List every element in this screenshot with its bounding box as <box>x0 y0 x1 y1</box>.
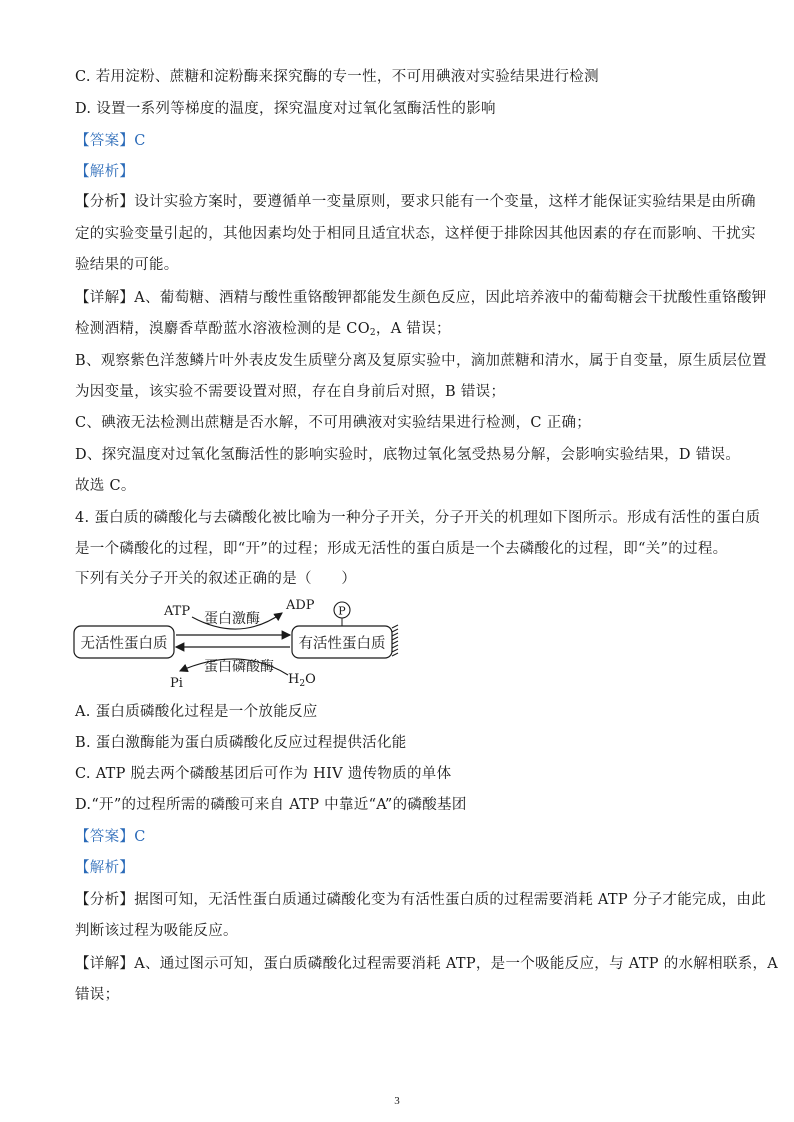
paragraph-line: 定的实验变量引起的，其他因素均处于相同且适宜状态，这样便于排除因其他因素的存在而影响、干扰实 <box>75 226 756 242</box>
page-number: 3 <box>394 1095 400 1107</box>
paragraph-line: 验结果的可能。 <box>75 257 179 273</box>
paragraph-line: 【分析】设计实验方案时，要遵循单一变量原则，要求只能有一个变量，这样才能保证实验结果是由所确 <box>75 194 756 210</box>
option-d: D. 设置一系列等梯度的温度，探究温度对过氧化氢酶活性的影响 <box>75 101 496 117</box>
phosphatase-label: 蛋白磷酸酶 <box>204 659 274 675</box>
hatch-marks <box>392 625 398 656</box>
molecular-switch-diagram <box>70 595 410 690</box>
paragraph-line: 【详解】A、通过图示可知，蛋白质磷酸化过程需要消耗 ATP，是一个吸能反应，与 ATP 的水解相联系，A <box>75 956 779 972</box>
inactive-protein-label: 无活性蛋白质 <box>80 636 168 652</box>
paragraph-line: 判断该过程为吸能反应。 <box>75 923 238 939</box>
paragraph-line: 检测酒精，溴麝香草酚蓝水溶液检测的是 $CO_2$，A 错误； <box>75 321 451 338</box>
paragraph-line: B、观察紫色洋葱鳞片叶外表皮发生质壁分离及复原实验中，滴加蔗糖和清水，属于自变量，原生质层位置 <box>75 353 767 369</box>
h2o-label: $H_2O$ <box>288 672 316 689</box>
active-protein-label: 有活性蛋白质 <box>298 636 386 652</box>
pi-label: Pi <box>170 676 183 690</box>
paragraph-line: 下列有关分子开关的叙述正确的是（ ） <box>75 571 357 587</box>
option-d: D.“开”的过程所需的磷酸可来自 ATP 中靠近“A”的磷酸基团 <box>75 797 467 813</box>
paragraph-line: 错误； <box>75 987 120 1003</box>
paragraph-line: 为因变量，该实验不需要设置对照，存在自身前后对照，B 错误； <box>75 384 506 400</box>
paragraph-line: 【分析】据图可知，无活性蛋白质通过磷酸化变为有活性蛋白质的过程需要消耗 ATP 分子才能完成，由此 <box>75 892 767 908</box>
answer-label: 【答案】C <box>75 133 146 149</box>
option-b: B. 蛋白激酶能为蛋白质磷酸化反应过程提供活化能 <box>75 735 407 751</box>
answer-label: 【答案】C <box>75 829 146 845</box>
option-c: C. 若用淀粉、蔗糖和淀粉酶来探究酶的专一性，不可用碘液对实验结果进行检测 <box>75 69 599 85</box>
option-c: C. ATP 脱去两个磷酸基团后可作为 HIV 遗传物质的单体 <box>75 766 452 782</box>
paragraph-line: 【详解】A、葡萄糖、酒精与酸性重铬酸钾都能发生颜色反应，因此培养液中的葡萄糖会干扰酸性重铬酸钾 <box>75 290 767 306</box>
paragraph-line: C、碘液无法检测出蔗糖是否水解，不可用碘液对实验结果进行检测，C 正确； <box>75 415 592 431</box>
adp-label: ADP <box>286 598 315 613</box>
paragraph-line: 故选 C。 <box>75 478 136 494</box>
atp-label: ATP <box>164 604 191 619</box>
phosphate-label: P <box>338 604 346 618</box>
analysis-label: 【解析】 <box>75 164 135 180</box>
analysis-label: 【解析】 <box>75 860 135 876</box>
paragraph-line: D、探究温度对过氧化氢酶活性的影响实验时，底物过氧化氢受热易分解，会影响实验结果，D 错误。 <box>75 447 741 463</box>
question-4: 4. 蛋白质的磷酸化与去磷酸化被比喻为一种分子开关，分子开关的机理如下图所示。形成有活性的蛋白质 <box>75 510 761 526</box>
option-a: A. 蛋白质磷酸化过程是一个放能反应 <box>75 704 318 720</box>
kinase-label: 蛋白激酶 <box>204 611 260 627</box>
paragraph-line: 是一个磷酸化的过程，即“开”的过程；形成无活性的蛋白质是一个去磷酸化的过程，即“关”的过程。 <box>75 541 728 557</box>
